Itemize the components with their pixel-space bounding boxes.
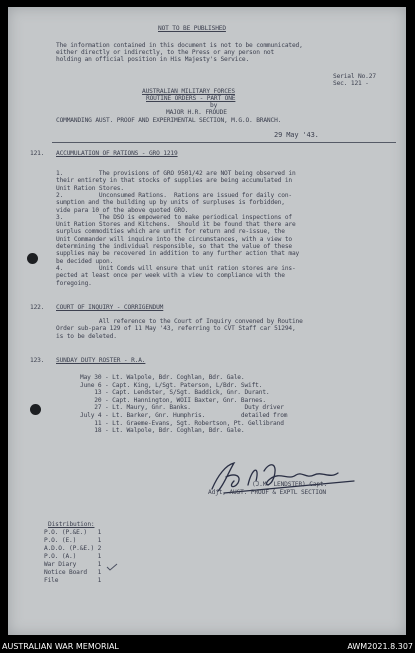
text-line: determining the individual responsible, so that the value of these (56, 243, 292, 250)
text-line: Unit Commander will inquire into the circumstances, with a view to (56, 235, 292, 243)
text-line: P.O. (A.) 1 (44, 553, 102, 560)
section-number-122: 122. (30, 304, 45, 311)
issuing-officer: MAJOR H.R. FROUDE (166, 109, 227, 116)
text-line: Order sub-para 129 of 11 May '43, referring to CVT Staff car 51294, (56, 325, 296, 333)
text-line: 3. The DSO is empowered to make periodical inspections of (56, 213, 292, 221)
notice-line: either directly or indirectly, to the Press or any person not (56, 49, 275, 56)
section-title-123: SUNDAY DUTY ROSTER - R.A. (56, 357, 146, 364)
section-title-121: ACCUMULATION OF RATIONS - GRO 1219 (56, 150, 178, 157)
check-mark-icon (106, 563, 118, 571)
text-line: 4. Unit Comds will ensure that unit ration stores are ins- (56, 264, 296, 272)
text-line: Unit Ration Stores. (56, 184, 124, 192)
text-line: Notice Board 1 (44, 569, 102, 576)
text-line: 27 - Lt. Maury, Gnr. Banks. Duty driver (80, 404, 284, 412)
text-line: July 4 - Lt. Barker, Gnr. Humphris. detailed from (80, 412, 288, 419)
text-line: 1. The provisions of GRO 9501/42 are NOT being observed in (56, 170, 296, 177)
text-line: sumption and the building up by units of surpluses is forbidden, (56, 199, 285, 207)
text-line: June 6 - Capt. King, L/Sgt. Paterson, L/Bdr. Swift. (80, 381, 263, 389)
header-rule (52, 142, 396, 143)
text-line: May 30 - Lt. Walpole, Bdr. Coghlan, Bdr. Gale. (80, 374, 245, 381)
footer-accession-number: AWM2021.8.307 (347, 642, 413, 651)
text-line: 2. Unconsumed Rations. Rations are issued for daily con- (56, 191, 292, 199)
text-line: vide para 10 of the above quoted GRO. (56, 206, 189, 214)
serial-number: Serial No.27 (333, 73, 376, 80)
text-line: be decided upon. (56, 257, 114, 265)
section-number-121: 121. (30, 150, 45, 157)
text-line: their entirety in that stocks of supplies are being accumulated in (56, 177, 292, 185)
text-line: is to be deleted. (56, 332, 117, 340)
text-line: Unit Ration Stores and Kitchens. Should it be found that there are (56, 221, 296, 229)
text-line: 20 - Capt. Hannington, WOII Baxter, Gnr. Barnes. (80, 396, 266, 404)
signatory-name: (J.M. LENDSTER) Capt. (252, 481, 328, 488)
orders-title: ROUTINE ORDERS - PART ONE (146, 95, 236, 102)
text-line: P.O. (P.&E.) 1 (44, 529, 102, 536)
signatory-role: Adjt, AUST. PROOF & EXPTL SECTION (208, 489, 326, 496)
text-line: File 1 (44, 577, 102, 584)
text-line: A.D.O. (P.&E.) 2 (44, 545, 102, 552)
classification-heading: NOT TO BE PUBLISHED (158, 25, 226, 32)
text-line: pected at least once per week with a view to compliance with the (56, 272, 285, 280)
by-text: by (210, 102, 218, 109)
section-title-122: COURT OF INQUIRY - CORRIGENDUM (56, 304, 164, 311)
text-line: supplies may be recovered in addition to any further action that may (56, 250, 300, 258)
footer-collection-name: AUSTRALIAN WAR MEMORIAL (2, 642, 119, 651)
section-number-123: 123. (30, 357, 45, 364)
distribution-title: Distribution: (48, 521, 95, 528)
text-line: P.O. (E.) 1 (44, 537, 102, 544)
text-line: surplus commodities which are unfit for return and re-issue, the (56, 228, 285, 236)
text-line: foregoing. (56, 279, 92, 287)
notice-line: The information contained in this document is not to be communicated, (56, 42, 303, 49)
notice-line: holding an official position in His Majesty's Service. (56, 56, 250, 63)
text-line: All reference to the Court of Inquiry convened by Routine (56, 318, 303, 325)
organisation-title: AUSTRALIAN MILITARY FORCES (142, 88, 235, 95)
text-line: 11 - Lt. Graeme-Evans, Sgt. Robertson, Pt. Gellibrand (80, 419, 284, 427)
commanding-line: COMMANDING AUST. PROOF AND EXPERIMENTAL SECTION, M.G.O. BRANCH. (56, 117, 282, 124)
text-line: 13 - Capt. Lendster, S/Sgt. Baddick, Gnr. Durant. (80, 389, 270, 397)
document-date: 29 May '43. (274, 131, 319, 139)
text-line: 18 - Lt. Walpole, Bdr. Coghlan, Bdr. Gale. (80, 427, 245, 435)
punch-hole (27, 253, 38, 264)
text-line: War Diary 1 (44, 561, 102, 568)
punch-hole (30, 404, 41, 415)
document-page (8, 7, 406, 635)
section-number: Sec. 121 - (333, 80, 369, 87)
